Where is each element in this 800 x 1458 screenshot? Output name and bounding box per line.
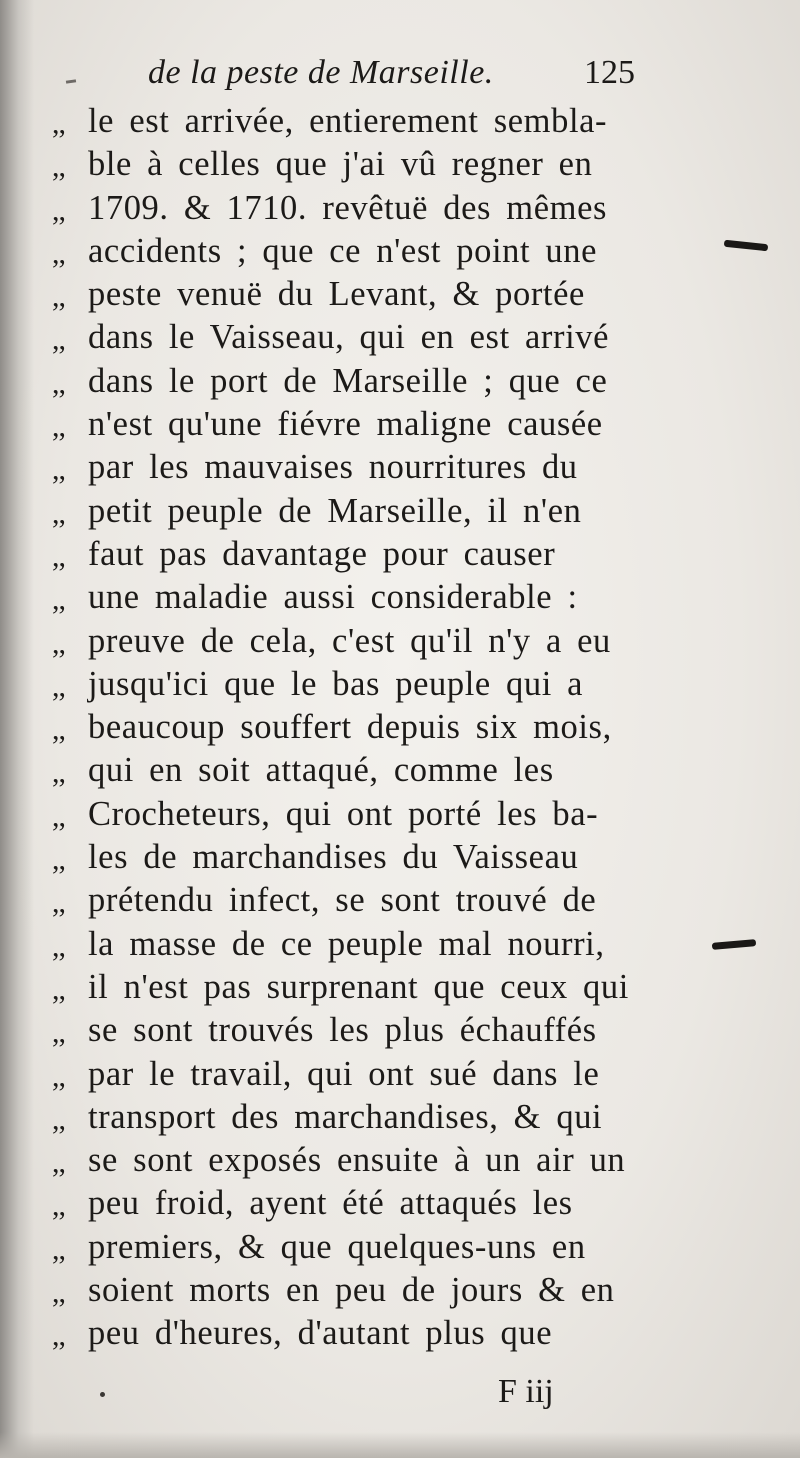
text-line — [52, 1096, 682, 1139]
text-line — [52, 403, 682, 446]
text-line — [52, 100, 682, 143]
margin-dash-mark — [712, 939, 756, 950]
line-text: le est arrivée, entierement sembla- — [88, 102, 608, 140]
line-text: dans le Vaisseau, qui en est arrivé — [88, 318, 610, 357]
quotation-marker: ,, — [52, 972, 65, 1006]
text-line — [52, 1269, 682, 1312]
ink-dot — [100, 1392, 105, 1397]
quotation-marker: ,, — [52, 453, 65, 487]
text-line — [52, 230, 682, 273]
text-line — [52, 576, 682, 619]
line-text: il n'est pas surprenant que ceux qui — [88, 967, 629, 1006]
text-line — [52, 1312, 682, 1355]
quotation-marker: ,, — [52, 280, 65, 314]
text-line — [52, 273, 682, 316]
margin-dash-mark — [724, 240, 768, 252]
page-header — [0, 50, 800, 96]
quotation-marker: ,, — [52, 366, 65, 400]
quotation-marker: ,, — [52, 713, 65, 747]
line-text: peu d'heures, d'autant plus que — [88, 1314, 553, 1353]
quotation-marker: ,, — [52, 626, 65, 660]
text-line — [52, 663, 682, 706]
quotation-marker: ,, — [52, 1189, 65, 1223]
line-text: la masse de ce peuple mal nourri, — [88, 924, 605, 963]
quotation-marker: ,, — [52, 1146, 65, 1180]
page-number: 125 — [584, 54, 635, 91]
quotation-marker: ,, — [52, 1319, 65, 1353]
line-text: beaucoup souffert depuis six mois, — [88, 708, 612, 747]
quotation-marker: ,, — [52, 150, 65, 184]
text-line — [52, 143, 682, 186]
quotation-marker: ,, — [52, 1059, 65, 1093]
line-text: preuve de cela, c'est qu'il n'y a eu — [88, 621, 611, 660]
quotation-marker: ,, — [52, 929, 65, 963]
text-line — [52, 1053, 682, 1096]
line-text: dans le port de Marseille ; que ce — [88, 361, 608, 400]
text-line — [52, 923, 682, 966]
line-text: peu froid, ayent été attaqués les — [88, 1184, 573, 1223]
text-line — [52, 316, 682, 359]
line-text: transport des marchandises, & qui — [88, 1097, 603, 1136]
quotation-marker: ,, — [52, 496, 65, 530]
line-text: premiers, & que quelques-uns en — [88, 1227, 586, 1266]
text-line — [52, 446, 682, 489]
quotation-marker: ,, — [52, 1016, 65, 1050]
quotation-marker: ,, — [52, 107, 65, 140]
line-text: jusqu'ici que le bas peuple qui a — [88, 664, 584, 703]
quotation-marker: ,, — [52, 193, 65, 227]
text-line — [52, 490, 682, 533]
body-text — [52, 100, 682, 1356]
quotation-marker: ,, — [52, 1232, 65, 1266]
text-line — [52, 749, 682, 792]
text-line — [52, 1182, 682, 1225]
line-text: les de marchandises du Vaisseau — [88, 838, 579, 877]
quotation-marker: ,, — [52, 236, 65, 270]
quotation-marker: ,, — [52, 669, 65, 703]
text-line — [52, 1139, 682, 1182]
gutter-shadow — [0, 0, 34, 1458]
line-text: petit peuple de Marseille, il n'en — [88, 491, 582, 530]
running-title: de la peste de Marseille. — [148, 54, 494, 91]
bottom-edge-shadow — [0, 1432, 800, 1458]
quotation-marker: ,, — [52, 583, 65, 617]
text-line — [52, 879, 682, 922]
text-line — [52, 706, 682, 749]
quotation-marker: ,, — [52, 410, 65, 444]
text-line — [52, 966, 682, 1009]
line-text: 1709. & 1710. revêtuë des mêmes — [88, 188, 608, 227]
text-line — [52, 793, 682, 836]
quotation-marker: ,, — [52, 1276, 65, 1310]
line-text: par le travail, qui ont sué dans le — [88, 1054, 600, 1093]
line-text: se sont trouvés les plus échauffés — [88, 1011, 597, 1050]
quotation-marker: ,, — [52, 799, 65, 833]
line-text: Crocheteurs, qui ont porté les ba- — [88, 794, 599, 833]
text-line — [52, 533, 682, 576]
line-text: accidents ; que ce n'est point une — [88, 231, 598, 270]
quotation-marker: ,, — [52, 539, 65, 573]
quotation-marker: ,, — [52, 323, 65, 357]
quotation-marker: ,, — [52, 886, 65, 920]
text-line — [52, 1226, 682, 1269]
text-line — [52, 187, 682, 230]
line-text: qui en soit attaqué, comme les — [88, 751, 554, 790]
text-line — [52, 360, 682, 403]
text-line — [52, 836, 682, 879]
quotation-marker: ,, — [52, 1102, 65, 1136]
line-text: une maladie aussi considerable : — [88, 578, 578, 617]
quotation-marker: ,, — [52, 843, 65, 877]
line-text: faut pas davantage pour causer — [88, 534, 556, 573]
line-text: par les mauvaises nourritures du — [88, 448, 578, 487]
line-text: prétendu infect, se sont trouvé de — [88, 881, 597, 920]
line-text: se sont exposés ensuite à un air un — [88, 1141, 626, 1180]
line-text: ble à celles que j'ai vû regner en — [88, 145, 593, 184]
quotation-marker: ,, — [52, 756, 65, 790]
line-text: soient morts en peu de jours & en — [88, 1271, 615, 1310]
line-text: peste venuë du Levant, & portée — [88, 275, 585, 314]
line-text: n'est qu'une fiévre maligne causée — [88, 405, 603, 444]
text-line — [52, 620, 682, 663]
signature-catchword: F iij — [498, 1373, 554, 1410]
text-line — [52, 1009, 682, 1052]
